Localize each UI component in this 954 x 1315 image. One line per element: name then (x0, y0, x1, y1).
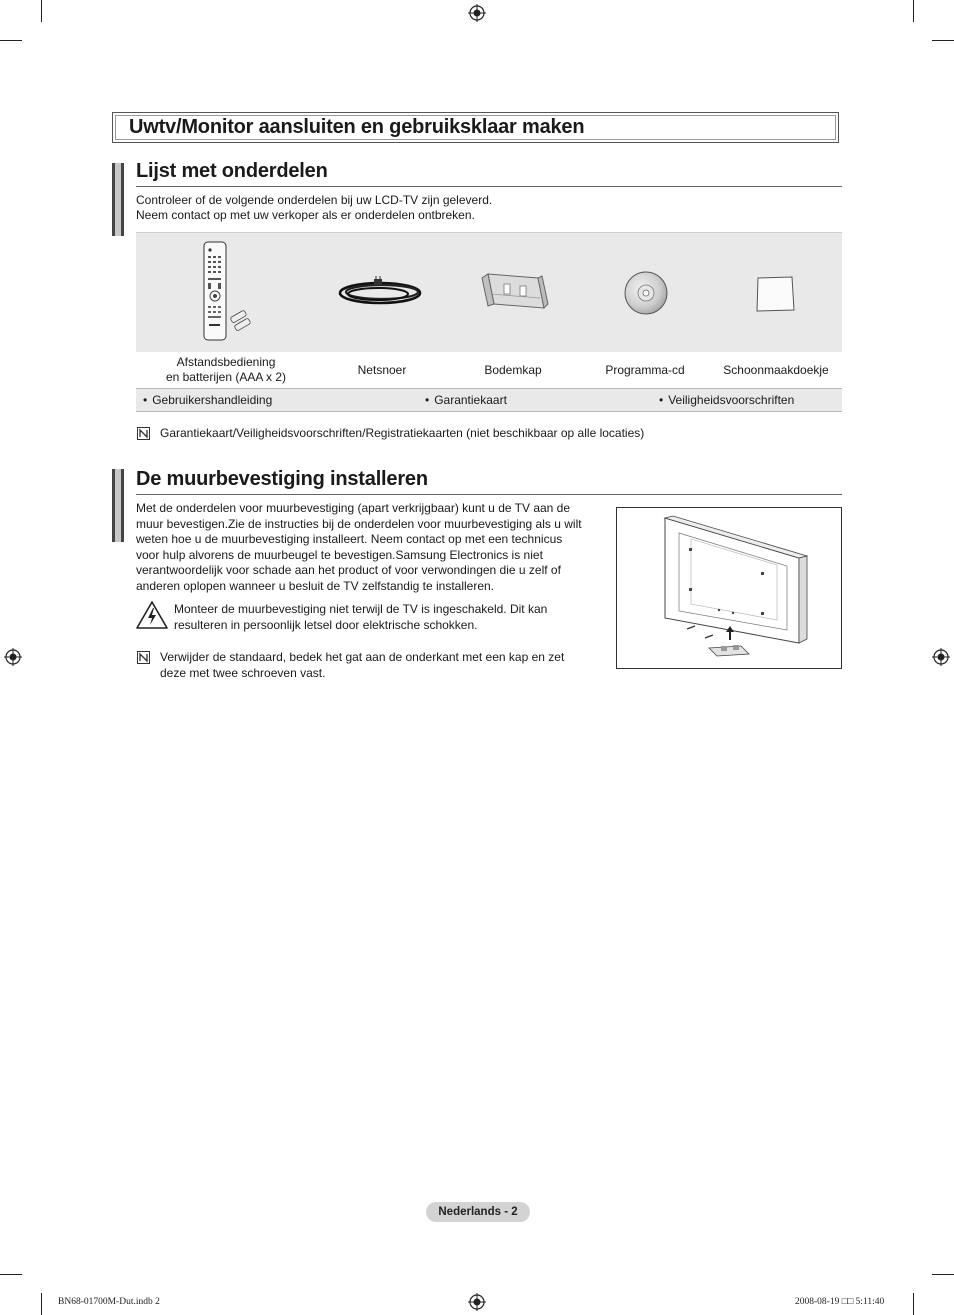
crop-mark (0, 40, 22, 41)
stand-removal-note: Verwijder de standaard, bedek het gat aan de onderkant met een kap en zet deze met twee schroeven vast. (160, 650, 565, 680)
part-label: Bodemkap (484, 363, 542, 377)
crop-mark (913, 0, 914, 22)
accessory-item: • Gebruikershandleiding (143, 393, 273, 407)
power-cord-icon (336, 276, 428, 308)
tv-back-illustration-icon (617, 508, 841, 668)
crop-mark (41, 0, 42, 22)
part-label: Schoonmaakdoekje (723, 363, 829, 377)
registration-mark-icon (468, 4, 486, 22)
section-title-wall-mount: De muurbevestiging installeren (136, 468, 428, 490)
cleaning-cloth-icon (754, 274, 796, 314)
part-label: Netsnoer (357, 363, 407, 377)
section-marker-bar (112, 469, 124, 542)
main-title: Uwtv/Monitor aansluiten en gebruiksklaar maken (129, 116, 585, 138)
note-icon (137, 651, 150, 664)
electric-shock-warning-icon (135, 600, 169, 630)
wall-mount-illustration (616, 507, 842, 669)
table-rule (136, 411, 842, 412)
part-label: Programma-cd (605, 363, 685, 377)
section-rule (136, 494, 842, 495)
part-label: Afstandsbediening en batterijen (AAA x 2) (165, 355, 287, 384)
registration-mark-icon (468, 1293, 486, 1311)
file-slug: BN68-01700M-Dut.indb 2 (58, 1297, 160, 1307)
section-marker-bar (112, 163, 124, 236)
page-number-badge: Nederlands - 2 (426, 1202, 530, 1222)
wall-mount-paragraph: Met de onderdelen voor muurbevestiging (apart verkrijgbaar) kunt u de TV aan de muur bevestigen.Zie de instructies bij de onderdelen voor muurbevestiging als u wilt weten hoe u de muurbevestiging installeert. Neem contact op met een technicus voor hulp alvorens de muurbeugel te bevestigen.Samsung Electronics is niet verantwoordelijk voor schade aan het product of voor verwondingen die u zelf of anderen oplopen wanneer u besluit de TV zelfstandig te installeren. (136, 501, 582, 593)
cd-icon (623, 270, 669, 316)
section-title-parts: Lijst met onderdelen (136, 160, 328, 182)
crop-mark (913, 1293, 914, 1315)
warning-text: Monteer de muurbevestiging niet terwijl de TV is ingeschakeld. Dit kan resulteren in persoonlijk letsel door elektrische schokken. (174, 602, 548, 632)
remote-control-icon (196, 240, 256, 344)
section-rule (136, 186, 842, 187)
crop-mark (0, 1274, 22, 1275)
parts-intro-line2: Neem contact op met uw verkoper als er onderdelen ontbreken. (136, 208, 475, 222)
crop-mark (932, 1274, 954, 1275)
parts-note: Garantiekaart/Veiligheidsvoorschriften/Registratiekaarten (niet beschikbaar op alle locaties) (160, 426, 645, 440)
registration-mark-icon (4, 648, 22, 666)
print-timestamp: 2008-08-19 □□ 5:11:40 (795, 1297, 885, 1307)
cover-bottom-icon (480, 268, 550, 318)
accessory-item: • Veiligheidsvoorschriften (659, 393, 795, 407)
crop-mark (41, 1293, 42, 1315)
accessory-item: • Garantiekaart (425, 393, 507, 407)
parts-intro-line1: Controleer of de volgende onderdelen bij uw LCD-TV zijn geleverd. (136, 193, 493, 207)
registration-mark-icon (932, 648, 950, 666)
crop-mark (932, 40, 954, 41)
note-icon (137, 427, 150, 440)
